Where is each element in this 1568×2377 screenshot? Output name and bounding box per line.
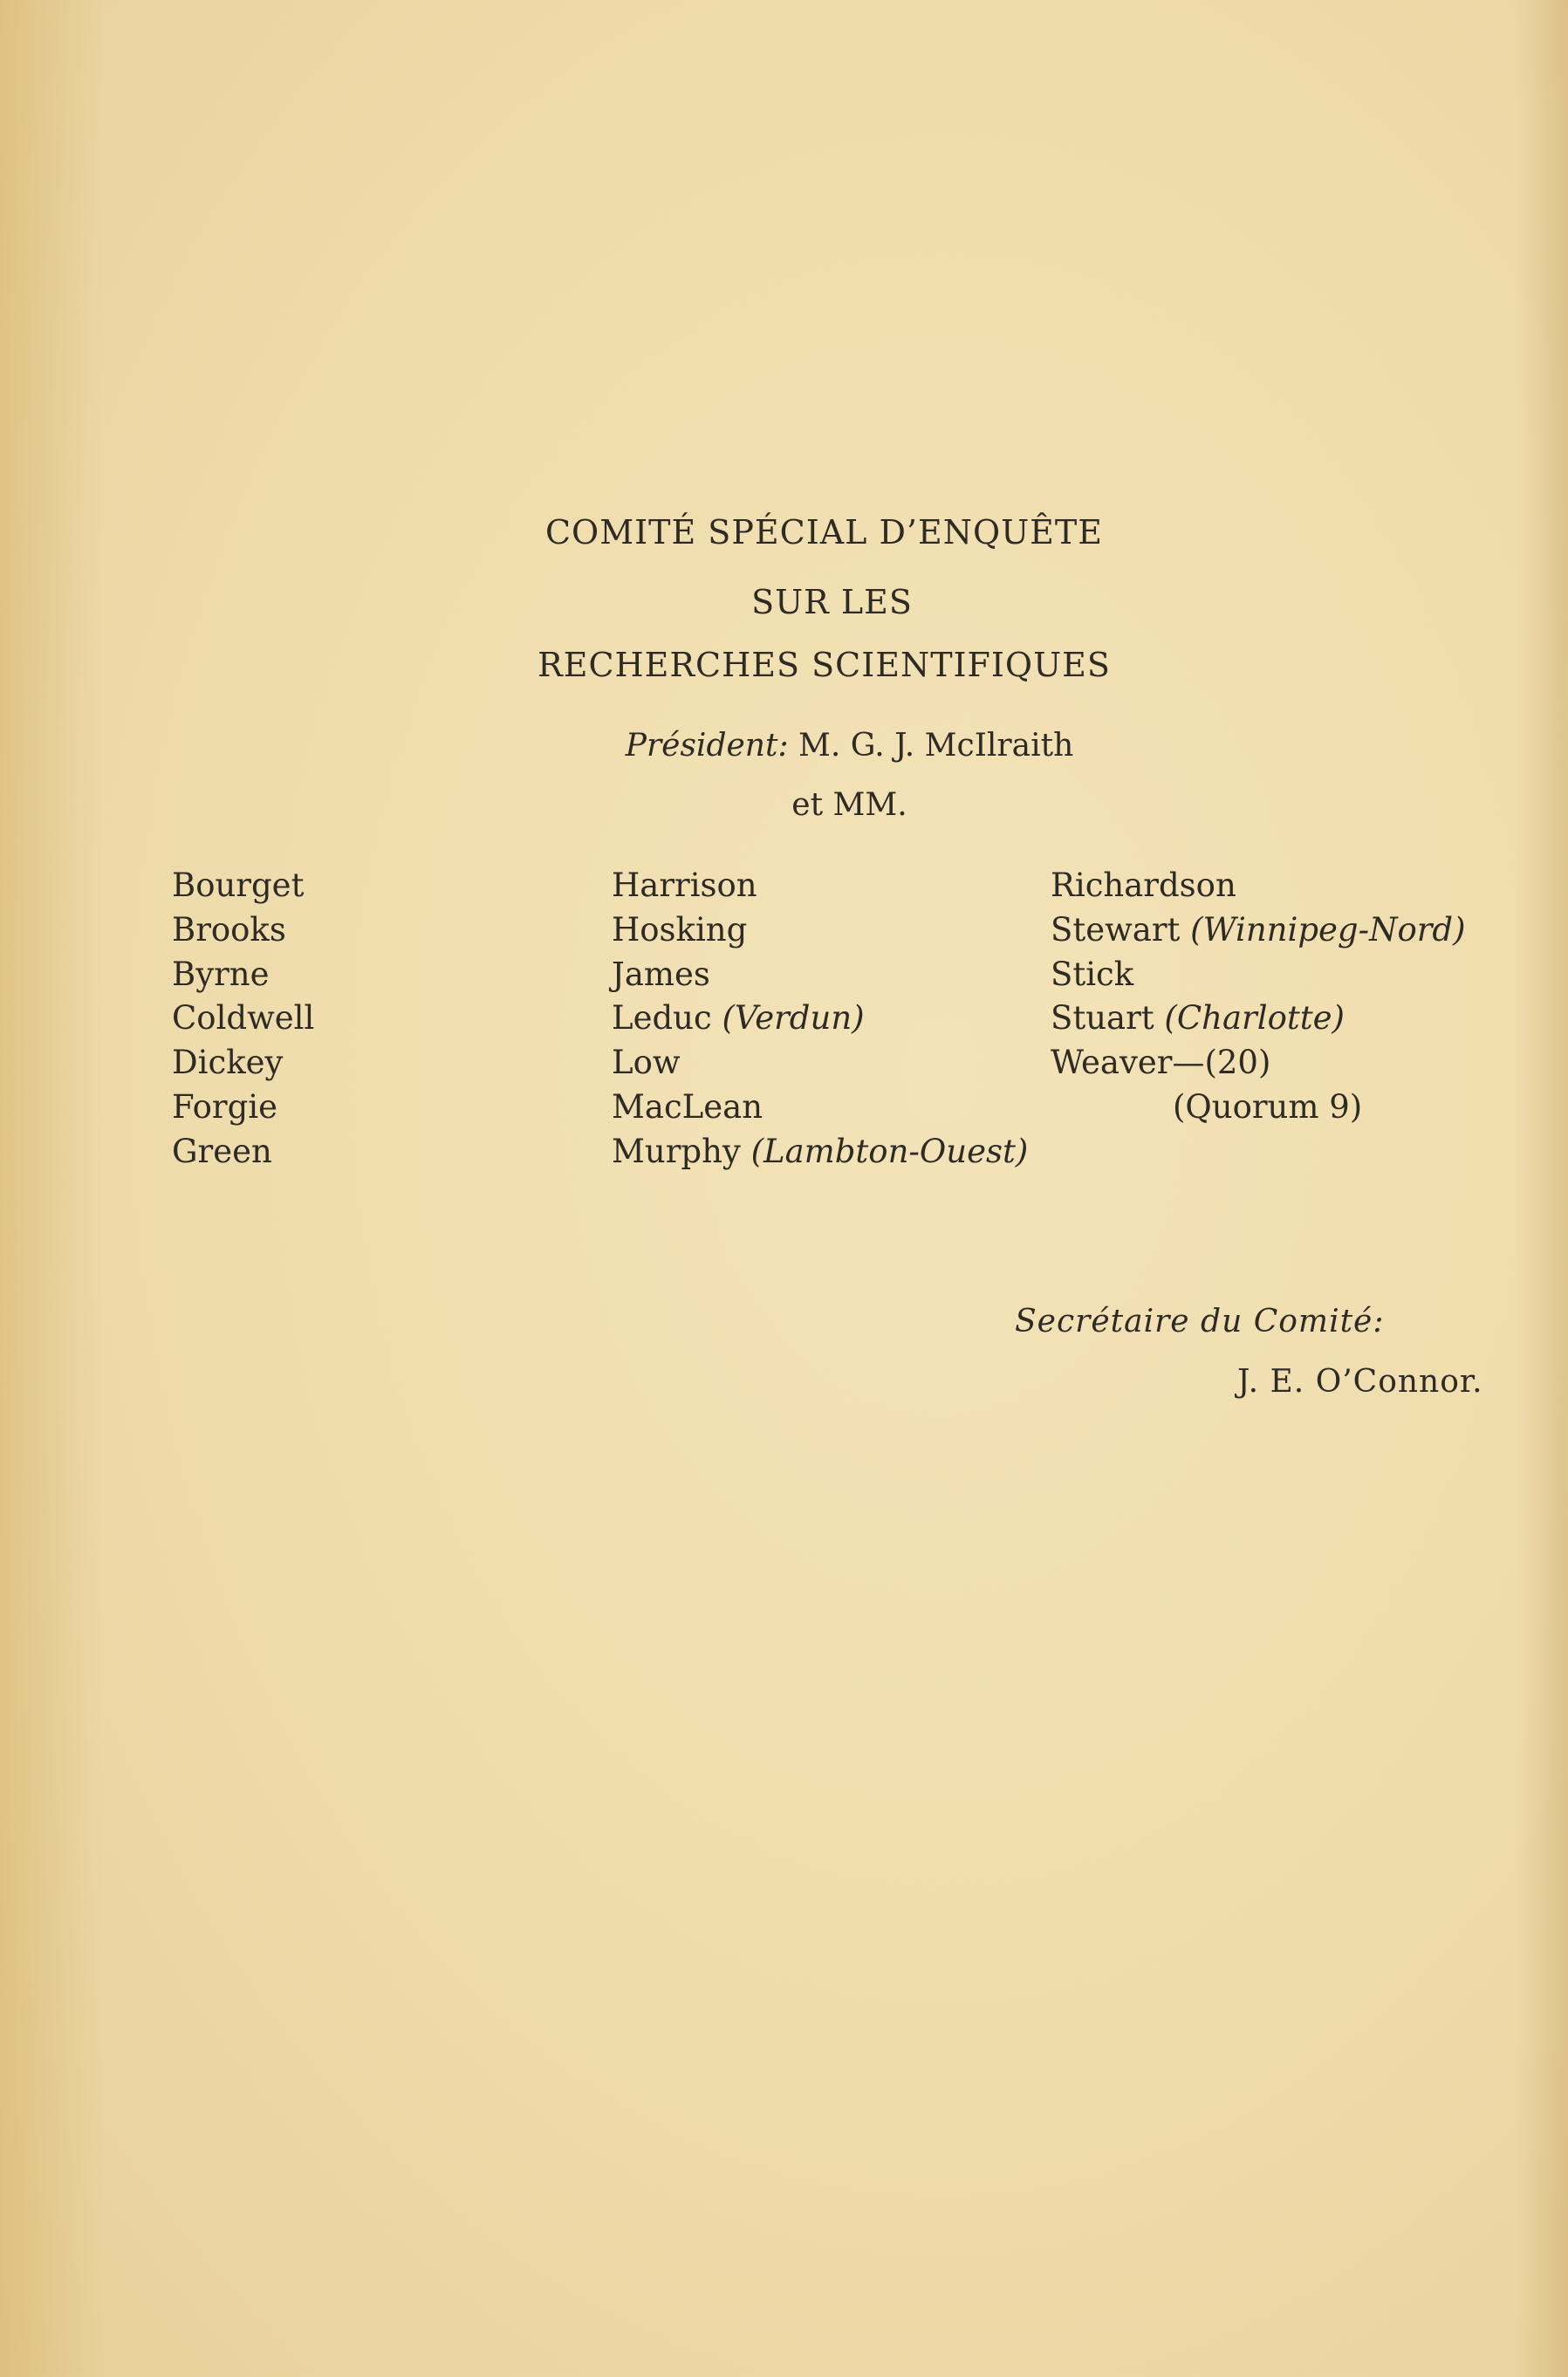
member-name: James	[612, 955, 710, 993]
quorum-note: (Quorum 9)	[1173, 1087, 1363, 1126]
member-entry	[612, 997, 1028, 1041]
member-entry	[612, 953, 1028, 997]
member-entry	[1051, 1041, 1466, 1086]
member-name: Stick	[1051, 955, 1134, 993]
member-name: Byrne	[172, 955, 270, 993]
member-name: Brooks	[172, 910, 286, 949]
president-line	[0, 728, 1568, 764]
member-name: MacLean	[612, 1087, 763, 1126]
members-column-3	[1051, 864, 1466, 1130]
committee-title-line-1: COMITÉ SPÉCIAL D’ENQUÊTE	[544, 513, 1104, 551]
president-label: Président:	[625, 728, 789, 764]
member-name: Stuart	[1051, 999, 1165, 1038]
member-riding: (Lambton-Ouest)	[750, 1132, 1029, 1170]
member-name: Weaver—(20)	[1051, 1044, 1271, 1082]
member-riding: (Verdun)	[722, 999, 865, 1038]
member-entry	[1051, 997, 1466, 1041]
member-name: Harrison	[612, 867, 757, 904]
president-name: M. G. J. McIlraith	[798, 728, 1074, 764]
member-entry	[1051, 953, 1466, 997]
page-edge-shading-right	[1516, 0, 1568, 2377]
page-edge-shading	[0, 0, 105, 2377]
members-intro: et MM.	[791, 787, 907, 823]
member-riding: (Charlotte)	[1164, 999, 1345, 1038]
committee-title-line-3: RECHERCHES SCIENTIFIQUES	[538, 646, 1111, 684]
member-name: Bourget	[172, 867, 305, 904]
secretary-label: Secrétaire du Comité:	[1015, 1304, 1385, 1339]
secretary-name: J. E. O’Connor.	[1237, 1364, 1483, 1400]
member-name: Low	[612, 1044, 681, 1082]
member-name: Dickey	[172, 1044, 284, 1082]
member-name: Green	[172, 1132, 272, 1170]
committee-title-line-2: SUR LES	[751, 583, 913, 621]
member-name: Stewart	[1051, 910, 1191, 949]
member-entry	[1051, 864, 1466, 908]
member-entry	[612, 1041, 1028, 1086]
member-name: Coldwell	[172, 999, 315, 1038]
member-name: Leduc	[612, 999, 722, 1038]
member-entry	[612, 1086, 1028, 1130]
member-name: Hosking	[612, 910, 748, 949]
member-entry	[612, 1130, 1028, 1175]
members-column-1	[172, 864, 314, 1175]
member-name: Forgie	[172, 1087, 278, 1126]
member-name: Richardson	[1051, 867, 1236, 904]
member-entry	[1051, 908, 1466, 953]
member-entry	[612, 908, 1028, 953]
member-riding: (Winnipeg-Nord)	[1190, 910, 1466, 949]
member-name: Murphy	[612, 1132, 751, 1170]
member-entry	[612, 864, 1028, 908]
members-column-2	[612, 864, 1028, 1175]
